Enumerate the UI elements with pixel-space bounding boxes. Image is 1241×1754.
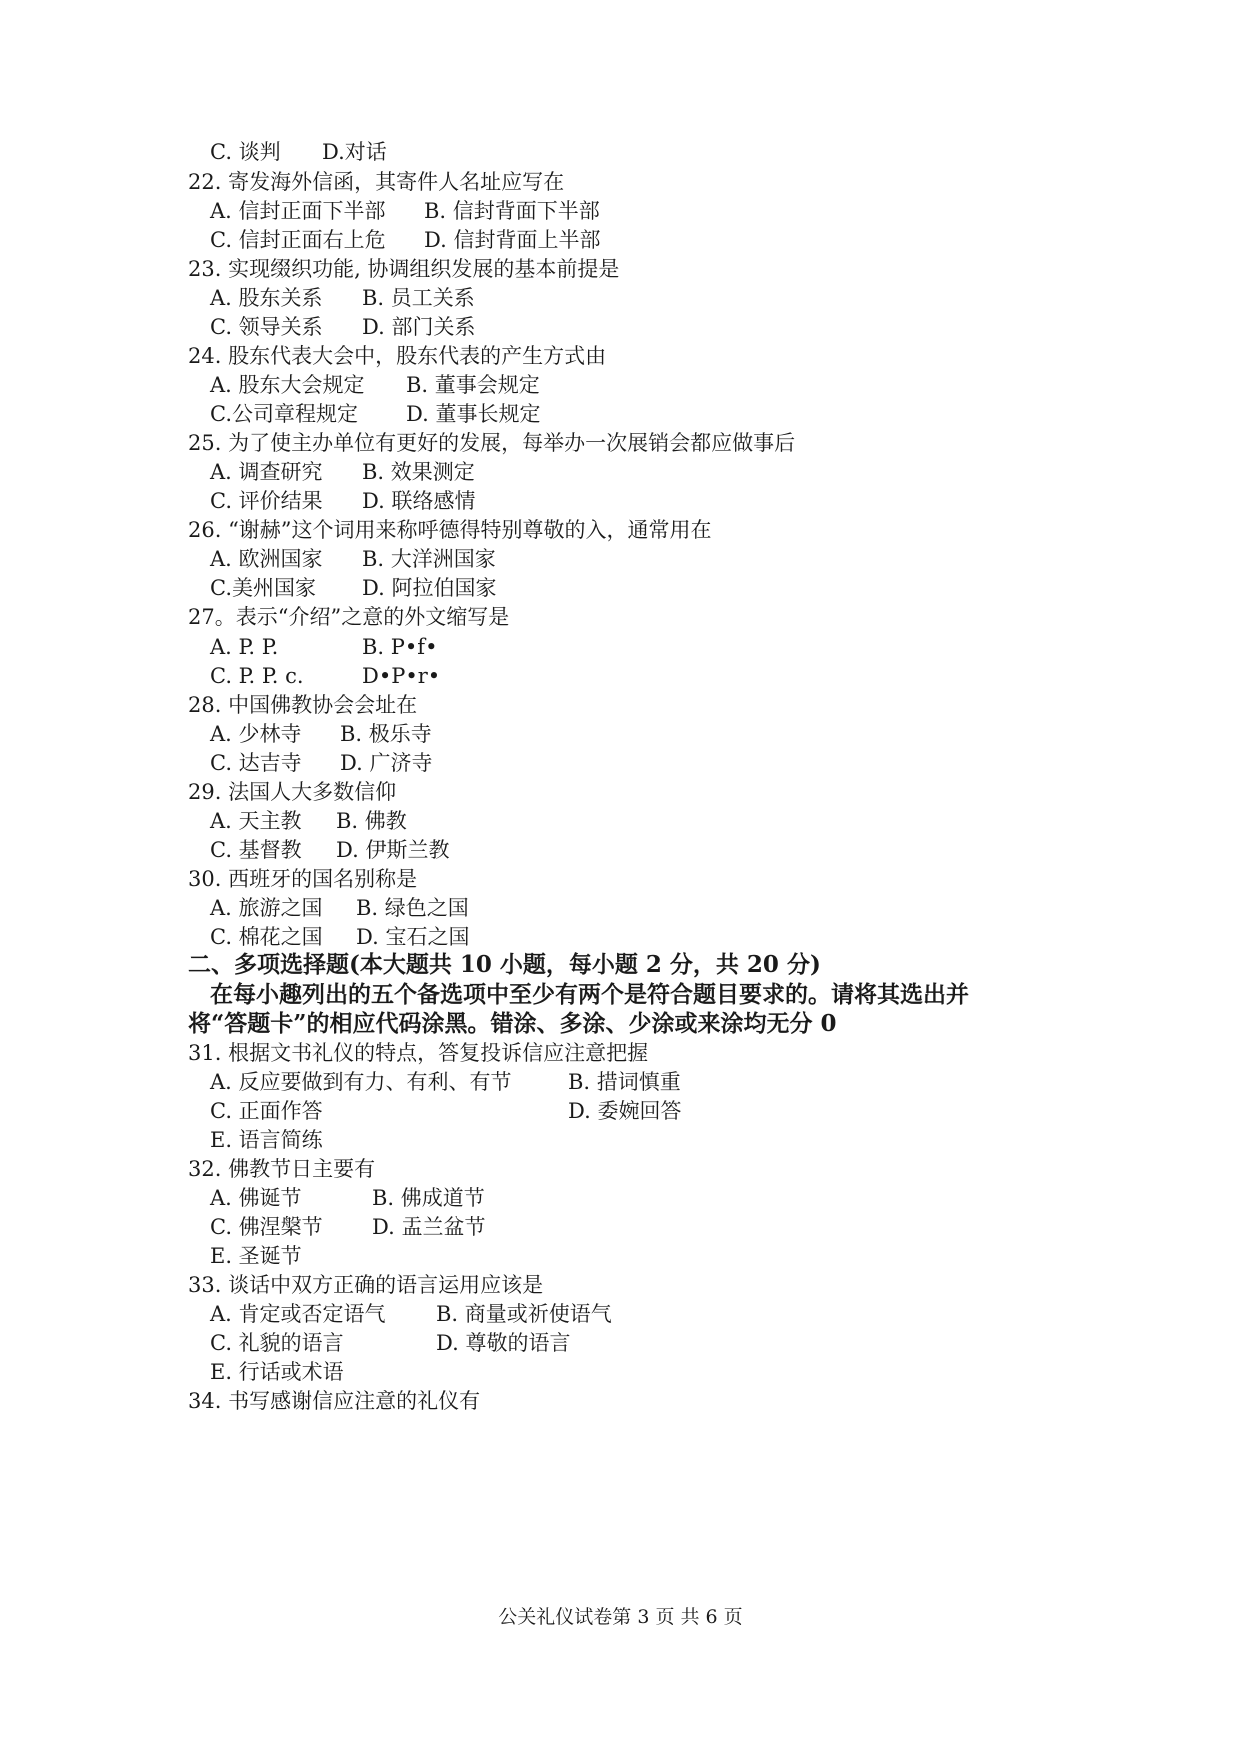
- option: C.公司章程规定: [210, 402, 358, 426]
- option-row: [210, 458, 475, 486]
- option-row: [210, 894, 469, 922]
- option: D. 信封背面上半部: [424, 228, 601, 252]
- option-row: [210, 1358, 344, 1386]
- option-row: [210, 1242, 302, 1270]
- option: A. 少林寺: [210, 722, 302, 746]
- option: D. 部门关系: [362, 315, 476, 339]
- option: A. 佛诞节: [210, 1186, 302, 1210]
- option-row: [210, 1329, 570, 1357]
- question-stem: 31. 根据文书礼仪的特点，答复投诉信应注意把握: [188, 1041, 649, 1065]
- option: D. 盂兰盆节: [372, 1215, 486, 1239]
- option: E. 圣诞节: [210, 1244, 302, 1268]
- option: B. 极乐寺: [340, 722, 432, 746]
- option-row: [210, 226, 600, 254]
- option: E. 行话或术语: [210, 1360, 344, 1384]
- option-row: [210, 633, 437, 661]
- question-stem: 24. 股东代表大会中，股东代表的产生方式由: [188, 344, 607, 368]
- option-row: [210, 197, 600, 225]
- option-row: [210, 662, 440, 690]
- option: C. 评价结果: [210, 489, 323, 513]
- option: B. 效果测定: [362, 460, 475, 484]
- option: D. 董事长规定: [406, 402, 541, 426]
- option-row: [210, 487, 475, 515]
- option: C. 棉花之国: [210, 925, 323, 949]
- option: B. P•f•: [362, 635, 438, 659]
- option: D. 宝石之国: [356, 925, 470, 949]
- option: C. 信封正面右上危: [210, 228, 386, 252]
- option: D. 阿拉伯国家: [362, 576, 497, 600]
- option: C. 基督教: [210, 838, 302, 862]
- page-footer: 公关礼仪试卷第 3 页 共 6 页: [498, 1606, 743, 1628]
- option: D. 委婉回答: [568, 1099, 682, 1123]
- option: A. 调查研究: [210, 460, 323, 484]
- option-row: [210, 1213, 485, 1241]
- option: C. 领导关系: [210, 315, 323, 339]
- option-row: [210, 313, 475, 341]
- option-row: [210, 836, 449, 864]
- option: B. 董事会规定: [406, 373, 540, 397]
- option: C. 正面作答: [210, 1099, 323, 1123]
- option: A. P. P.: [210, 635, 279, 659]
- option: C. 佛涅槃节: [210, 1215, 323, 1239]
- option-row: [210, 138, 387, 166]
- option: D. 联络感情: [362, 489, 476, 513]
- option-row: [210, 1184, 485, 1212]
- option: C. 礼貌的语言: [210, 1331, 344, 1355]
- question-stem: 32. 佛教节日主要有: [188, 1157, 376, 1181]
- option-row: [210, 400, 540, 428]
- option-row: [210, 1068, 681, 1096]
- option: A. 天主教: [210, 809, 302, 833]
- question-stem: 25. 为了使主办单位有更好的发展，每举办一次展销会都应做事后: [188, 431, 796, 455]
- option-row: [210, 284, 475, 312]
- option: B. 商量或祈使语气: [436, 1302, 612, 1326]
- option: A. 信封正面下半部: [210, 199, 386, 223]
- option: A. 股东关系: [210, 286, 323, 310]
- option: A. 股东大会规定: [210, 373, 365, 397]
- option: B. 佛成道节: [372, 1186, 485, 1210]
- question-stem: 28. 中国佛教协会会址在: [188, 693, 418, 717]
- option-row: [210, 574, 496, 602]
- question-stem: 29. 法国人大多数信仰: [188, 780, 397, 804]
- option: A. 肯定或否定语气: [210, 1302, 386, 1326]
- option: B. 大洋洲国家: [362, 547, 496, 571]
- option: A. 反应要做到有力、有利、有节: [210, 1070, 512, 1094]
- option: D. 广济寺: [340, 751, 433, 775]
- option-row: [210, 923, 469, 951]
- option: D. 伊斯兰教: [336, 838, 450, 862]
- question-stem: 26. “谢赫”这个词用来称呼德得特别尊敬的入，通常用在: [188, 518, 712, 542]
- question-stem: 23. 实现缀织功能, 协调组织发展的基本前提是: [188, 257, 620, 281]
- option: C. 达吉寺: [210, 751, 302, 775]
- option-row: [210, 1300, 612, 1328]
- option: D•P•r•: [362, 664, 441, 688]
- option: B. 员工关系: [362, 286, 475, 310]
- section-instruction: 将“答题卡”的相应代码涂黑。错涂、多涂、少涂或来涂均无分 0: [188, 1010, 837, 1037]
- section-title: 二、多项选择题(本大题共 10 小题，每小题 2 分，共 20 分): [188, 951, 821, 978]
- option: C. 谈判: [210, 140, 281, 164]
- option-row: [210, 371, 540, 399]
- option-row: [210, 720, 432, 748]
- option: D.对话: [322, 140, 387, 164]
- question-stem: 33. 谈话中双方正确的语言运用应该是: [188, 1273, 544, 1297]
- option: E. 语言简练: [210, 1128, 323, 1152]
- option: B. 措词慎重: [568, 1070, 681, 1094]
- option-row: [210, 545, 496, 573]
- option-row: [210, 807, 407, 835]
- option: B. 佛教: [336, 809, 407, 833]
- option: C. P. P. c.: [210, 664, 304, 688]
- option-row: [210, 1097, 681, 1125]
- question-stem: 34. 书写感谢信应注意的礼仪有: [188, 1389, 481, 1413]
- option: C.美州国家: [210, 576, 316, 600]
- option-row: [210, 749, 432, 777]
- question-stem: 22. 寄发海外信函，其寄件人名址应写在: [188, 170, 565, 194]
- option: B. 绿色之国: [356, 896, 469, 920]
- option: D. 尊敬的语言: [436, 1331, 571, 1355]
- section-instruction: 在每小趣列出的五个备选项中至少有两个是符合题目要求的。请将其选出并: [210, 981, 969, 1008]
- question-stem: 27。表示“介绍”之意的外文缩写是: [188, 605, 510, 629]
- question-stem: 30. 西班牙的国名别称是: [188, 867, 418, 891]
- option-row: [210, 1126, 323, 1154]
- option: A. 旅游之国: [210, 896, 323, 920]
- option: A. 欧洲国家: [210, 547, 323, 571]
- option: B. 信封背面下半部: [424, 199, 600, 223]
